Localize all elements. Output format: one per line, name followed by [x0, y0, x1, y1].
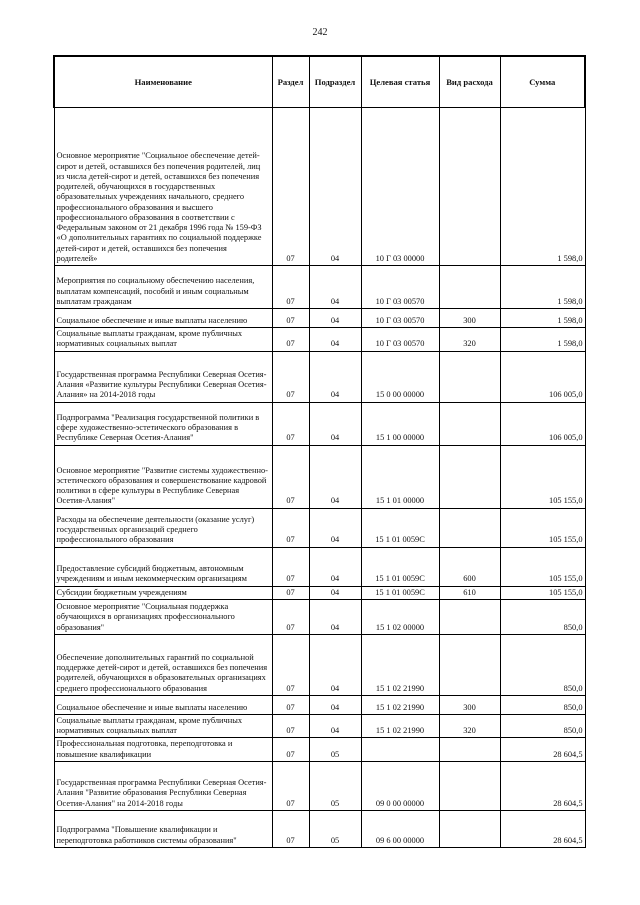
- cell-name: Расходы на обеспечение деятельности (оказание услуг) государственных организаций среднего профессионального образования: [54, 508, 272, 547]
- cell-podrazdel: 04: [309, 695, 361, 714]
- header-name: Наименование: [54, 56, 272, 108]
- cell-target: 15 0 00 00000: [361, 351, 439, 402]
- cell-vid: 300: [439, 309, 500, 328]
- cell-name: Основное мероприятие "Социальное обеспечение детей-сирот и детей, оставшихся без попечения родителей, лиц из числа детей-сирот и детей, оставшихся без попечения родителей, обучающихся в государственных образовательных учреждениях начального, среднего профессионального образования и высшего профессионального образования в соответствии с Федеральным законом от 21 декабря 1996 года № 159-ФЗ «О дополнительных гарантиях по социальной поддержке детей-сирот и детей, оставшихся без попечения родителей»: [54, 108, 272, 266]
- header-vid: Вид расхода: [439, 56, 500, 108]
- cell-vid: [439, 402, 500, 445]
- table-row: [54, 738, 585, 762]
- cell-razdel: 07: [272, 445, 309, 508]
- cell-name: Социальное обеспечение и иные выплаты населению: [54, 695, 272, 714]
- cell-podrazdel: 05: [309, 810, 361, 847]
- cell-vid: [439, 108, 500, 266]
- table-row: [54, 599, 585, 634]
- cell-podrazdel: 04: [309, 266, 361, 309]
- cell-razdel: 07: [272, 695, 309, 714]
- cell-vid: [439, 761, 500, 810]
- cell-sum: 28 604,5: [500, 761, 585, 810]
- cell-sum: 1 598,0: [500, 266, 585, 309]
- cell-razdel: 07: [272, 266, 309, 309]
- cell-razdel: 07: [272, 714, 309, 738]
- header-target: Целевая статья: [361, 56, 439, 108]
- cell-sum: 850,0: [500, 634, 585, 695]
- cell-vid: 320: [439, 714, 500, 738]
- cell-razdel: 07: [272, 761, 309, 810]
- table-row: [54, 402, 585, 445]
- cell-sum: 1 598,0: [500, 108, 585, 266]
- page-number: 242: [312, 27, 328, 38]
- cell-vid: 300: [439, 695, 500, 714]
- cell-name: Государственная программа Республики Северная Осетия-Алания "Развитие образования Республики Северная Осетия-Алания" на 2014-2018 годы: [54, 761, 272, 810]
- cell-razdel: 07: [272, 108, 309, 266]
- cell-name: Социальные выплаты гражданам, кроме публичных нормативных социальных выплат: [54, 328, 272, 352]
- cell-vid: [439, 351, 500, 402]
- table-row: [54, 266, 585, 309]
- cell-target: 10 Г 03 00570: [361, 309, 439, 328]
- cell-sum: 28 604,5: [500, 738, 585, 762]
- cell-sum: 105 155,0: [500, 445, 585, 508]
- cell-vid: 600: [439, 547, 500, 586]
- table-row: [54, 714, 585, 738]
- budget-table: [53, 55, 586, 848]
- table-row: [54, 810, 585, 847]
- cell-name: Обеспечение дополнительных гарантий по социальной поддержке детей-сирот и детей, оставшихся без попечения родителей, обучающихся в образовательных организациях среднего профессионального образования: [54, 634, 272, 695]
- cell-target: 10 Г 03 00570: [361, 266, 439, 309]
- cell-vid: [439, 810, 500, 847]
- cell-sum: 1 598,0: [500, 328, 585, 352]
- cell-target: 09 6 00 00000: [361, 810, 439, 847]
- cell-target: 09 0 00 00000: [361, 761, 439, 810]
- cell-target: 15 1 01 0059С: [361, 586, 439, 599]
- cell-podrazdel: 04: [309, 508, 361, 547]
- cell-target: 15 1 01 0059С: [361, 547, 439, 586]
- cell-vid: [439, 634, 500, 695]
- cell-target: 15 1 00 00000: [361, 402, 439, 445]
- cell-razdel: 07: [272, 634, 309, 695]
- cell-razdel: 07: [272, 586, 309, 599]
- table-row: [54, 547, 585, 586]
- table-row: [54, 445, 585, 508]
- cell-name: Профессиональная подготовка, переподготовка и повышение квалификации: [54, 738, 272, 762]
- cell-name: Основное мероприятие "Развитие системы художественно-эстетического образования и совершенствование кадровой политики в сфере культуры в Республике Северная Осетия-Алания": [54, 445, 272, 508]
- table-row: [54, 634, 585, 695]
- header-razdel: Раздел: [272, 56, 309, 108]
- cell-podrazdel: 04: [309, 445, 361, 508]
- cell-name: Подпрограмма "Реализация государственной политики в сфере художественно-эстетического образования в Республике Северная Осетия-Алания": [54, 402, 272, 445]
- cell-razdel: 07: [272, 547, 309, 586]
- cell-podrazdel: 04: [309, 547, 361, 586]
- cell-target: 15 1 02 21990: [361, 714, 439, 738]
- cell-razdel: 07: [272, 328, 309, 352]
- cell-target: 15 1 02 00000: [361, 599, 439, 634]
- cell-sum: 28 604,5: [500, 810, 585, 847]
- cell-podrazdel: 04: [309, 309, 361, 328]
- cell-vid: [439, 445, 500, 508]
- cell-sum: 850,0: [500, 714, 585, 738]
- header-podrazdel: Подраздел: [309, 56, 361, 108]
- cell-target: 15 1 01 0059С: [361, 508, 439, 547]
- cell-vid: [439, 508, 500, 547]
- cell-name: Субсидии бюджетным учреждениям: [54, 586, 272, 599]
- cell-target: 10 Г 03 00000: [361, 108, 439, 266]
- cell-podrazdel: 04: [309, 634, 361, 695]
- cell-podrazdel: 04: [309, 351, 361, 402]
- cell-target: 15 1 02 21990: [361, 634, 439, 695]
- table-row: [54, 761, 585, 810]
- table-header-row: [54, 56, 585, 108]
- cell-razdel: 07: [272, 351, 309, 402]
- cell-vid: [439, 738, 500, 762]
- header-sum: Сумма: [500, 56, 585, 108]
- table-row: [54, 108, 585, 266]
- cell-name: Основное мероприятие "Социальная поддержка обучающихся в организациях профессионального образования": [54, 599, 272, 634]
- cell-razdel: 07: [272, 810, 309, 847]
- table-row: [54, 328, 585, 352]
- table-row: [54, 309, 585, 328]
- cell-podrazdel: 04: [309, 714, 361, 738]
- cell-name: Социальные выплаты гражданам, кроме публичных нормативных социальных выплат: [54, 714, 272, 738]
- cell-razdel: 07: [272, 738, 309, 762]
- table-row: [54, 695, 585, 714]
- table-row: [54, 351, 585, 402]
- table-body: [54, 108, 585, 848]
- table-row: [54, 508, 585, 547]
- cell-sum: 105 155,0: [500, 508, 585, 547]
- cell-name: Государственная программа Республики Северная Осетия-Алания «Развитие культуры Республики Северная Осетия-Алания» на 2014-2018 годы: [54, 351, 272, 402]
- cell-target: 15 1 01 00000: [361, 445, 439, 508]
- cell-razdel: 07: [272, 402, 309, 445]
- cell-name: Подпрограмма "Повышение квалификации и переподготовка работников системы образования": [54, 810, 272, 847]
- cell-vid: [439, 599, 500, 634]
- cell-vid: 320: [439, 328, 500, 352]
- cell-sum: 105 155,0: [500, 586, 585, 599]
- cell-podrazdel: 05: [309, 761, 361, 810]
- cell-sum: 850,0: [500, 695, 585, 714]
- cell-vid: 610: [439, 586, 500, 599]
- cell-sum: 106 005,0: [500, 351, 585, 402]
- cell-name: Мероприятия по социальному обеспечению населения, выплатам компенсаций, пособий и иным социальным выплатам гражданам: [54, 266, 272, 309]
- cell-vid: [439, 266, 500, 309]
- cell-podrazdel: 04: [309, 402, 361, 445]
- cell-razdel: 07: [272, 599, 309, 634]
- cell-sum: 106 005,0: [500, 402, 585, 445]
- cell-podrazdel: 04: [309, 586, 361, 599]
- cell-sum: 105 155,0: [500, 547, 585, 586]
- cell-podrazdel: 04: [309, 328, 361, 352]
- cell-name: Социальное обеспечение и иные выплаты населению: [54, 309, 272, 328]
- cell-razdel: 07: [272, 309, 309, 328]
- cell-name: Предоставление субсидий бюджетным, автономным учреждениям и иным некоммерческим организациям: [54, 547, 272, 586]
- cell-razdel: 07: [272, 508, 309, 547]
- cell-podrazdel: 04: [309, 599, 361, 634]
- cell-target: 15 1 02 21990: [361, 695, 439, 714]
- cell-target: [361, 738, 439, 762]
- cell-target: 10 Г 03 00570: [361, 328, 439, 352]
- cell-sum: 1 598,0: [500, 309, 585, 328]
- cell-podrazdel: 04: [309, 108, 361, 266]
- table-row: [54, 586, 585, 599]
- cell-podrazdel: 05: [309, 738, 361, 762]
- cell-sum: 850,0: [500, 599, 585, 634]
